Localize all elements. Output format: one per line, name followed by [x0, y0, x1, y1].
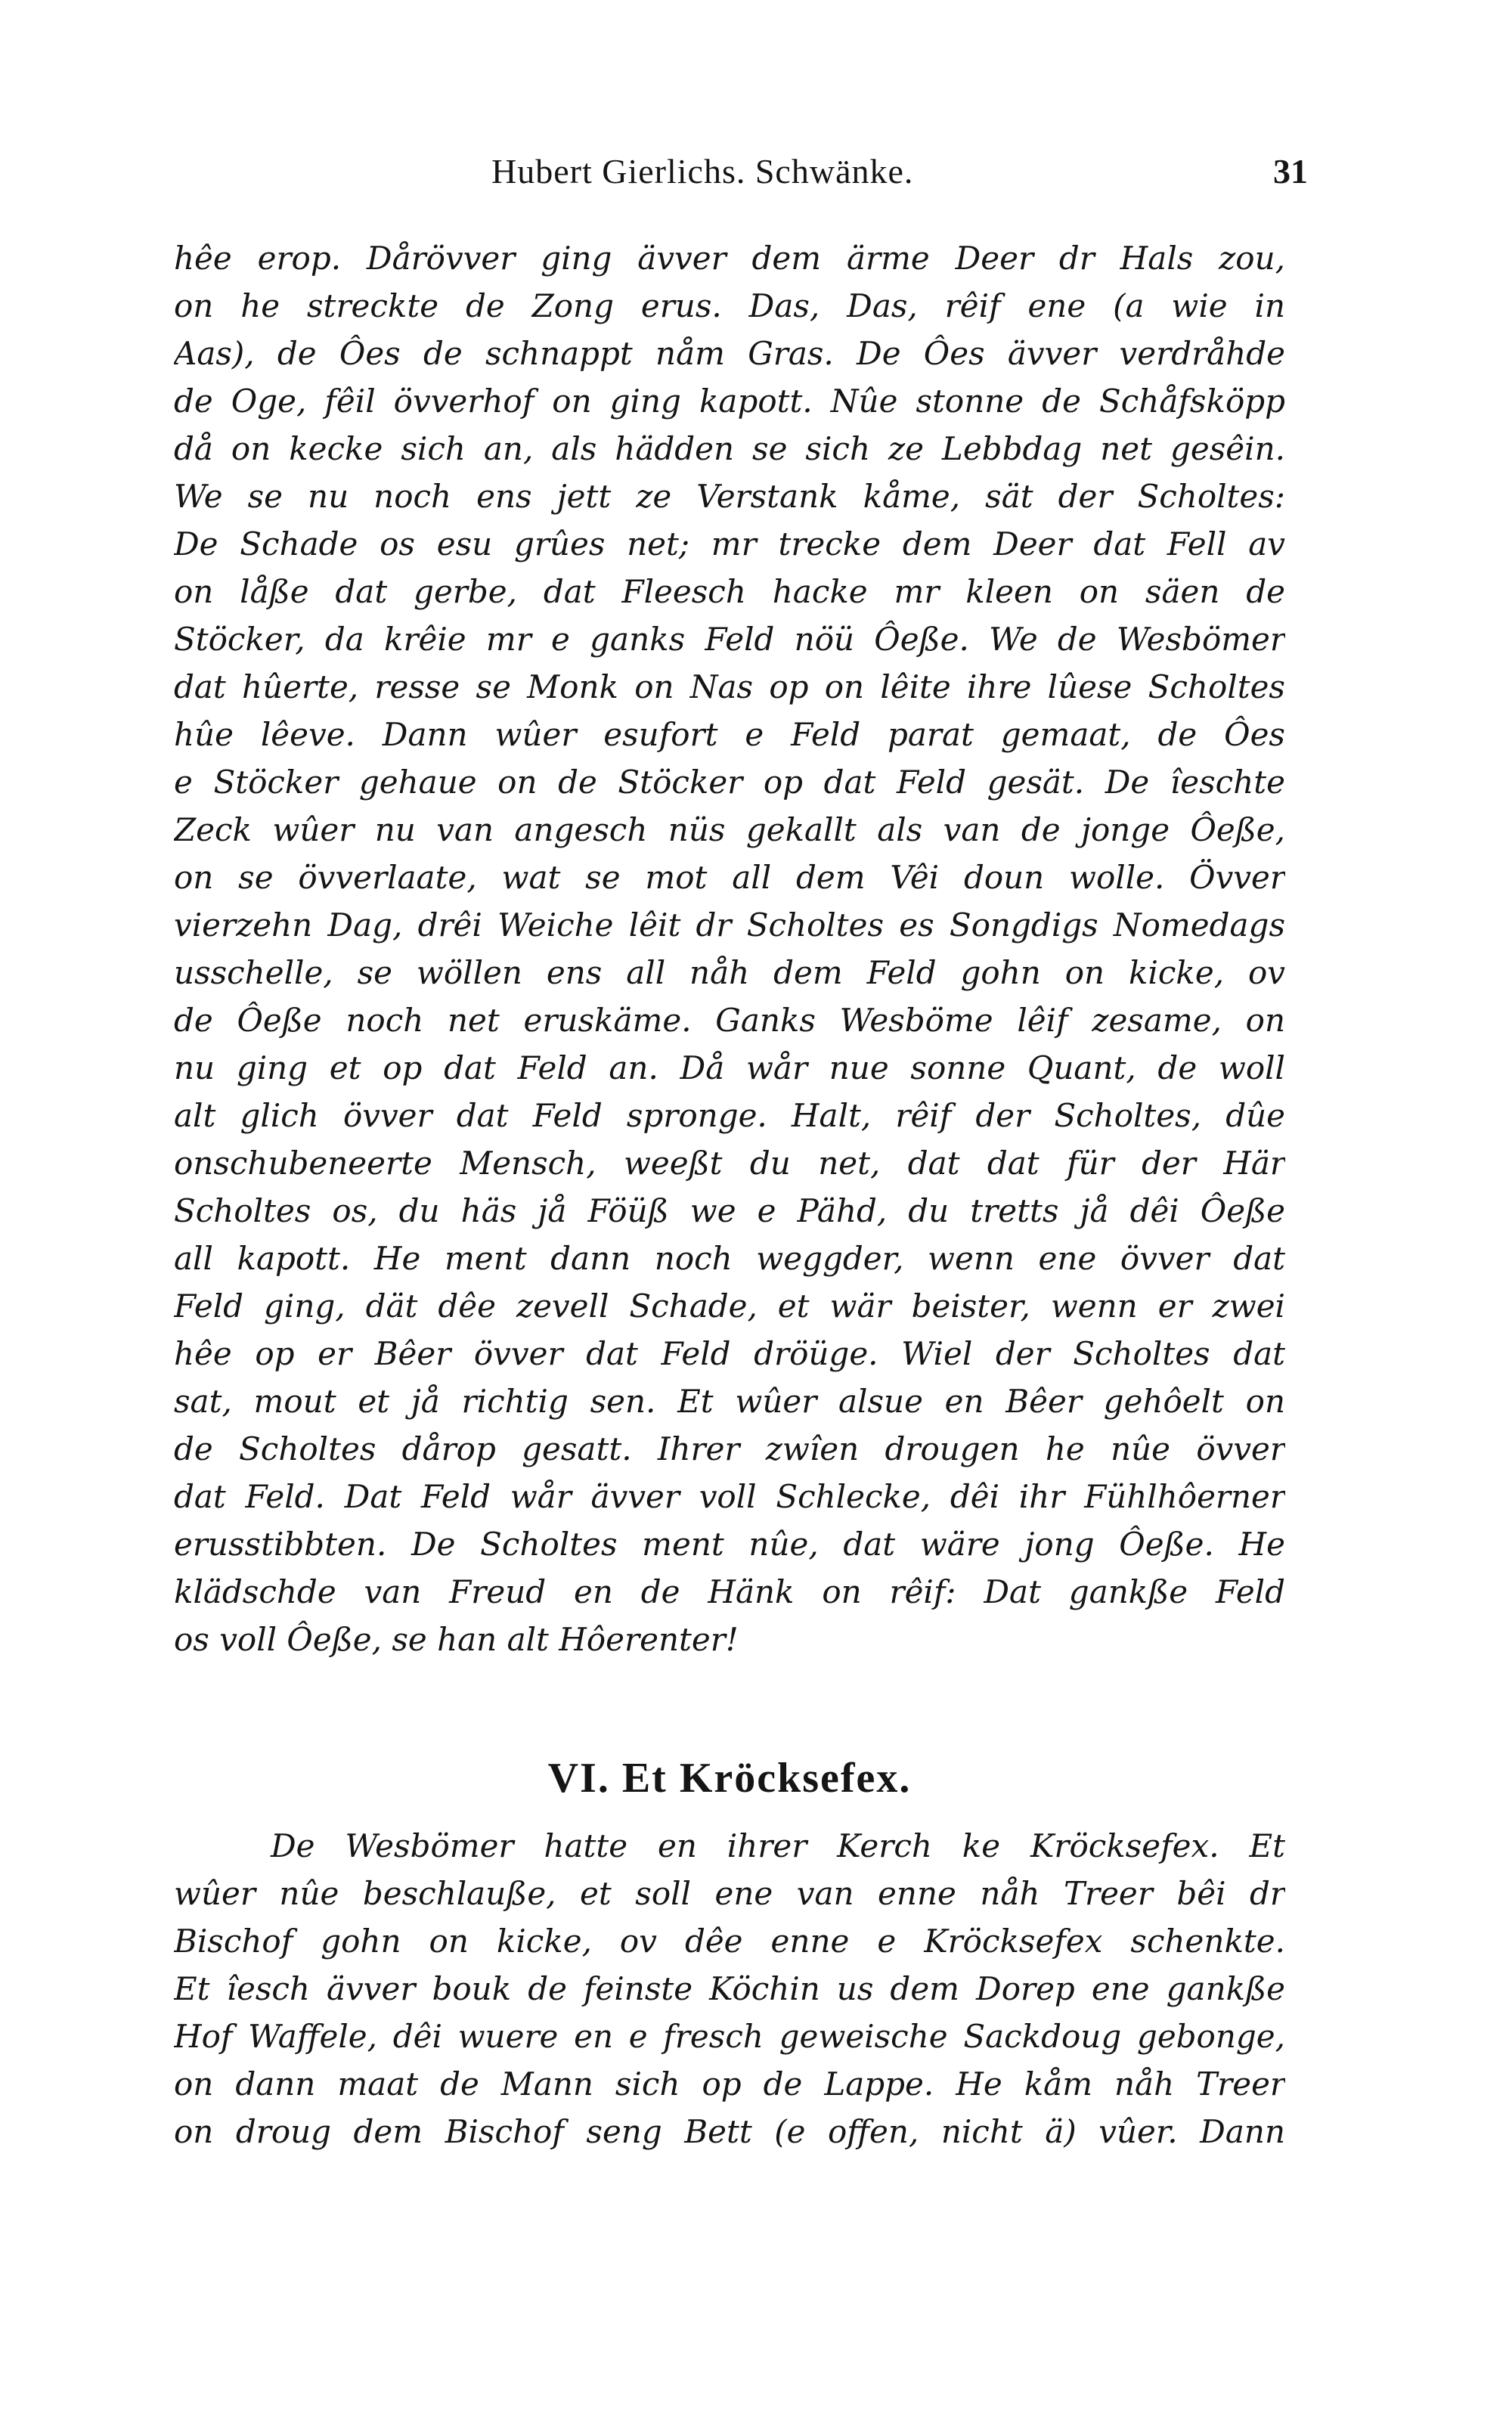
- text-line: usschelle, se wöllen ens all nåh dem Feld gohn on kicke, ov: [174, 954, 1285, 991]
- text-line: vierzehn Dag, drêi Weiche lêit dr Scholtes es Songdigs Nomedags: [174, 906, 1285, 944]
- text-line: on droug dem Bischof seng Bett (e offen, nicht ä) vûer. Dann: [174, 2113, 1285, 2150]
- running-title: Hubert Gierlichs. Schwänke.: [491, 152, 914, 191]
- text-line: Scholtes os, du häs jå Föüß we e Pähd, du tretts jå dêi Ôeße: [174, 1192, 1285, 1229]
- text-line: Stöcker, da krêie mr e ganks Feld nöü Ôeße. We de Wesbömer: [174, 621, 1285, 658]
- text-line: hêe erop. Dårövver ging ävver dem ärme Deer dr Hals zou,: [174, 240, 1285, 277]
- text-line: dat hûerte, resse se Monk on Nas op on lêite ihre lûese Scholtes: [174, 668, 1285, 705]
- text-line: erusstibbten. De Scholtes ment nûe, dat wäre jong Ôeße. He: [174, 1526, 1285, 1563]
- text-line: De Wesbömer hatte en ihrer Kerch ke Kröcksefex. Et: [271, 1827, 1285, 1864]
- section-text: [174, 1822, 1285, 2155]
- text-line: klädschde van Freud en de Hänk on rêif: Dat gankße Feld: [174, 1573, 1285, 1610]
- text-line: hêe op er Bêer övver dat Feld dröüge. Wiel der Scholtes dat: [174, 1335, 1285, 1372]
- text-line: Hof Waffele, dêi wuere en e fresch geweische Sackdoug gebonge,: [174, 2018, 1285, 2055]
- text-line: de Ôeße noch net eruskäme. Ganks Wesböme lêif zesame, on: [174, 1002, 1285, 1039]
- text-line: nu ging et op dat Feld an. Då wår nue sonne Quant, de woll: [174, 1049, 1285, 1086]
- text-line: on se övverlaate, wat se mot all dem Vêi doun wolle. Övver: [174, 859, 1285, 896]
- text-line: sat, mout et jå richtig sen. Et wûer alsue en Bêer gehôelt on: [174, 1383, 1285, 1420]
- text-line: De Schade os esu grûes net; mr trecke dem Deer dat Fell av: [174, 525, 1285, 562]
- text-line: de Oge, fêil övverhof on ging kapott. Nûe stonne de Schåfsköpp: [174, 383, 1285, 420]
- text-line: alt glich övver dat Feld spronge. Halt, rêif der Scholtes, dûe: [174, 1097, 1285, 1134]
- text-line: all kapott. He ment dann noch weggder, wenn ene övver dat: [174, 1240, 1285, 1277]
- body-text: [174, 234, 1285, 1663]
- text-line: de Scholtes dårop gesatt. Ihrer zwîen drougen he nûe övver: [174, 1430, 1285, 1467]
- text-line: Et îesch ävver bouk de feinste Köchin us dem Dorep ene gankße: [174, 1970, 1285, 2007]
- text-line: Feld ging, dät dêe zevell Schade, et wär beister, wenn er zwei: [174, 1288, 1285, 1325]
- page-number: 31: [1273, 152, 1308, 191]
- text-line: hûe lêeve. Dann wûer esufort e Feld parat gemaat, de Ôes: [174, 716, 1285, 753]
- text-line: då on kecke sich an, als hädden se sich ze Lebbdag net gesêin.: [174, 430, 1285, 467]
- text-line: on dann maat de Mann sich op de Lappe. He kåm nåh Treer: [174, 2065, 1285, 2103]
- text-line: wûer nûe beschlauße, et soll ene van enne nåh Treer bêi dr: [174, 1875, 1285, 1912]
- text-line: Bischof gohn on kicke, ov dêe enne e Kröcksefex schenkte.: [174, 1923, 1285, 1960]
- text-line: Aas), de Ôes de schnappt nåm Gras. De Ôes ävver verdråhde: [174, 335, 1285, 372]
- text-line: onschubeneerte Mensch, weeßt du net, dat dat für der Här: [174, 1145, 1285, 1182]
- text-line: on låße dat gerbe, dat Fleesch hacke mr kleen on säen de: [174, 573, 1285, 610]
- text-line: on he streckte de Zong erus. Das, Das, rêif ene (a wie in: [174, 287, 1285, 324]
- text-line: os voll Ôeße, se han alt Hôerenter!: [174, 1621, 739, 1658]
- text-line: e Stöcker gehaue on de Stöcker op dat Feld gesät. De îeschte: [174, 764, 1285, 801]
- text-line: dat Feld. Dat Feld wår ävver voll Schlecke, dêi ihr Fühlhôerner: [174, 1478, 1285, 1515]
- text-line: Zeck wûer nu van angesch nüs gekallt als van de jonge Ôeße,: [174, 811, 1285, 848]
- text-line: We se nu noch ens jett ze Verstank kåme, sät der Scholtes:: [174, 478, 1285, 515]
- running-head: [174, 151, 1308, 204]
- section-heading: VI. Et Kröcksefex.: [547, 1755, 912, 1802]
